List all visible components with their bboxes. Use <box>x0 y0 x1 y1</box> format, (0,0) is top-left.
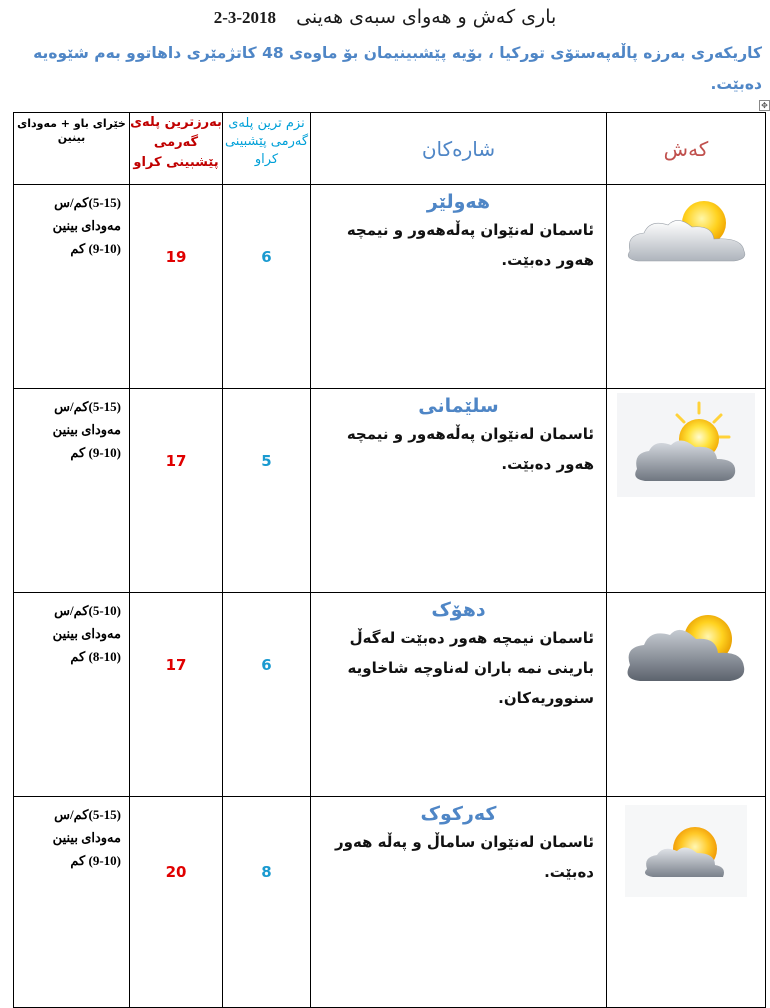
city-description: ئاسمان لەنێوان ساماڵ و پەڵە هەور دەبێت. <box>334 833 594 881</box>
city-cell <box>311 797 607 1008</box>
header-min-temp: نزم ترین پلەی گەرمی پێشبینی کراو <box>223 113 311 185</box>
weather-cell <box>607 185 766 389</box>
title-text: باری کەش و هەوای سبەی هەینی <box>296 6 557 28</box>
table-row <box>14 593 766 797</box>
min-temp-cell: 5 <box>223 389 311 593</box>
header-row <box>14 113 766 185</box>
sun-behind-dark-cloud-icon <box>616 597 756 701</box>
wind-speed: (5-15)کم/س <box>54 807 121 822</box>
weather-cell <box>607 797 766 1008</box>
visibility-label: مەودای بینین <box>52 218 121 233</box>
table-move-handle-icon[interactable]: ✥ <box>759 100 770 111</box>
wind-cell <box>14 797 130 1008</box>
max-temp-cell: 19 <box>130 185 223 389</box>
wind-cell <box>14 593 130 797</box>
visibility-label: مەودای بینین <box>52 626 121 641</box>
page-title <box>0 6 770 28</box>
sun-with-clouds-icon <box>617 393 755 497</box>
table-row <box>14 389 766 593</box>
table-row <box>14 797 766 1008</box>
wind-speed: (5-15)کم/س <box>54 195 121 210</box>
city-description: ئاسمان نیمچە هەور دەبێت لەگەڵ بارینی نمە باران لەناوچە شاخاویە سنووریەکان. <box>347 629 594 707</box>
city-description: ئاسمان لەنێوان پەڵەهەور و نیمچە هەور دەبێت. <box>346 425 594 473</box>
visibility-range: (9-10) کم <box>70 445 121 460</box>
city-description: ئاسمان لەنێوان پەڵەهەور و نیمچە هەور دەبێت. <box>346 221 594 269</box>
sun-small-cloud-icon <box>625 805 747 897</box>
wind-cell <box>14 389 130 593</box>
visibility-range: (8-10) کم <box>70 649 121 664</box>
city-cell <box>311 593 607 797</box>
header-max-temp: بەرزترین پلەی گەرمی پێشبینی کراو <box>130 113 223 185</box>
wind-cell <box>14 185 130 389</box>
table-row <box>14 185 766 389</box>
min-temp-cell: 8 <box>223 797 311 1008</box>
max-temp-cell: 17 <box>130 593 223 797</box>
title-date: 2018-3-2 <box>213 8 277 27</box>
intro-text: کاریکەری بەرزە پاڵەپەستۆی تورکیا ، بۆیە پێشبینیمان بۆ ماوەی 48 کاتژمێری داهاتوو بەم شێوەیە دەبێت. <box>33 44 762 93</box>
city-name: هەولێر <box>426 191 491 213</box>
forecast-table <box>13 112 766 1008</box>
visibility-range: (9-10) کم <box>70 853 121 868</box>
max-temp-cell: 20 <box>130 797 223 1008</box>
city-name: دهۆک <box>431 599 486 621</box>
header-weather: کەش <box>607 113 766 185</box>
header-wind: خێرای باو + مەودای بینین <box>14 113 130 185</box>
max-temp-cell: 17 <box>130 389 223 593</box>
weather-cell <box>607 593 766 797</box>
min-temp-cell: 6 <box>223 593 311 797</box>
wind-speed: (5-10)کم/س <box>54 603 121 618</box>
min-temp-cell: 6 <box>223 185 311 389</box>
wind-speed: (5-15)کم/س <box>54 399 121 414</box>
weather-cell <box>607 389 766 593</box>
city-name: کەرکوک <box>420 803 497 825</box>
city-name: سلێمانی <box>418 395 499 417</box>
sun-behind-cloud-icon <box>616 193 756 273</box>
visibility-range: (9-10) کم <box>70 241 121 256</box>
city-cell <box>311 389 607 593</box>
header-cities: شارەکان <box>311 113 607 185</box>
visibility-label: مەودای بینین <box>52 422 121 437</box>
visibility-label: مەودای بینین <box>52 830 121 845</box>
city-cell <box>311 185 607 389</box>
